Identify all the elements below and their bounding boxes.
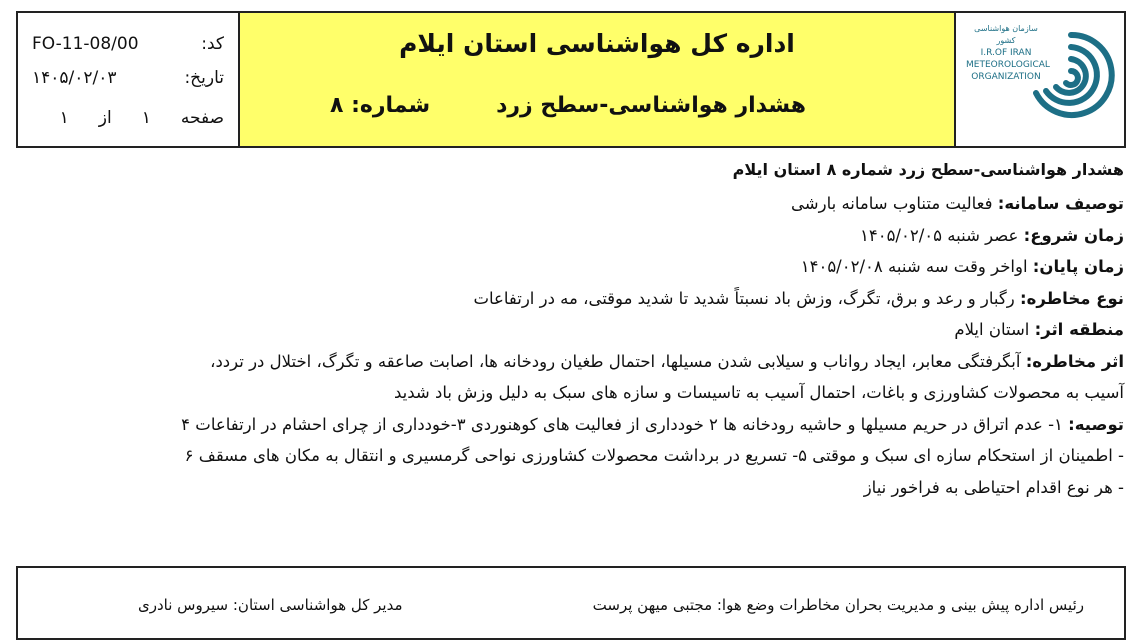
document-meta (18, 13, 240, 146)
logo-text-en3: ORGANIZATION (971, 72, 1041, 82)
page-row (32, 101, 224, 135)
logo-text-fa: سازمان هواشناسی کشور (974, 24, 1038, 45)
title-block (240, 13, 956, 146)
date-value: ۱۴۰۵/۰۲/۰۳ (32, 68, 117, 88)
page-of: از (98, 108, 112, 128)
code-label: کد: (201, 34, 224, 54)
end-value: اواخر وقت سه شنبه ۱۴۰۵/۰۲/۰۸ (800, 257, 1033, 276)
area-value: استان ایلام (954, 320, 1035, 339)
start-value: عصر شنبه ۱۴۰۵/۰۲/۰۵ (859, 225, 1024, 245)
advice-label: توصیه: (1068, 414, 1124, 434)
code-row (32, 27, 224, 61)
system-value: فعالیت متناوب سامانه بارشی (791, 194, 998, 213)
signature-box (16, 566, 1126, 640)
document-header (16, 11, 1126, 148)
end-label: زمان پایان: (1032, 257, 1124, 276)
effect-line-2: آسیب به محصولات کشاورزی و باغات، احتمال آسیب به تاسیسات و سازه های سبک به دلیل وزش باد شدید (394, 383, 1124, 402)
code-value: FO-11-08/00 (32, 34, 139, 54)
page-total: ۱ (59, 108, 69, 128)
system-label: توصیف سامانه: (997, 194, 1124, 213)
hazard-value: رگبار و رعد و برق، تگرگ، وزش باد نسبتاً شدید تا شدید موقتی، مه در ارتفاعات (473, 288, 1020, 308)
advice-line-1: ۱- عدم اتراق در حریم مسیلها و حاشیه رودخانه ها ۲ خودداری از فعالیت های کوهنوردی ۳-خودداری از چرای احشام در ارتفاعات ۴ (181, 414, 1069, 434)
org-logo (956, 13, 1124, 146)
date-label: تاریخ: (184, 68, 224, 88)
logo-text-en2: METEOROLOGICAL (966, 60, 1050, 70)
hazard-row (16, 289, 1124, 309)
warning-title: هشدار هواشناسی-سطح زرد (496, 93, 806, 118)
page-current: ۱ (141, 108, 151, 128)
warning-subject: هشدار هواشناسی-سطح زرد شماره ۸ استان ایلام (732, 160, 1124, 179)
hazard-label: نوع مخاطره: (1019, 288, 1124, 308)
end-row (16, 257, 1124, 277)
warning-number: شماره: ۸ (330, 93, 431, 118)
system-row (16, 194, 1124, 214)
logo-swirl-icon (1026, 23, 1116, 138)
area-row (16, 320, 1124, 340)
advice-line-3: - هر نوع اقدام احتیاطی به فراخور نیاز (863, 477, 1124, 497)
effect-label: اثر مخاطره: (1025, 351, 1124, 371)
effect-line-1: آبگرفتگی معابر، ایجاد رواناب و سیلابی شدن مسیلها، احتمال طغیان رودخانه ها، اصابت صاعقه و تگرگ، اختلال در تردد، (210, 351, 1026, 371)
start-row (16, 226, 1124, 246)
page-label: صفحه (180, 108, 224, 128)
date-row (32, 61, 224, 95)
document-body (16, 160, 1124, 509)
area-label: منطقه اثر: (1034, 320, 1124, 339)
effect-row (16, 352, 1124, 372)
advice-row (16, 415, 1124, 435)
director-signature: مدیر کل هواشناسی استان: سیروس نادری (138, 596, 403, 614)
start-label: زمان شروع: (1023, 225, 1124, 245)
forecast-head-signature: رئیس اداره پیش بینی و مدیریت بحران مخاطرات وضع هوا: مجتبی میهن پرست (592, 596, 1084, 614)
advice-line-2: - اطمینان از استحکام سازه ای سبک و موقتی ۵- تسریع در برداشت محصولات کشاورزی نواحی گرمسیری و انتقال به مکان های مسقف ۶ (184, 446, 1124, 465)
logo-text-en1: I.R.OF IRAN (980, 48, 1032, 58)
org-title: اداره کل هواشناسی استان ایلام (399, 29, 795, 58)
